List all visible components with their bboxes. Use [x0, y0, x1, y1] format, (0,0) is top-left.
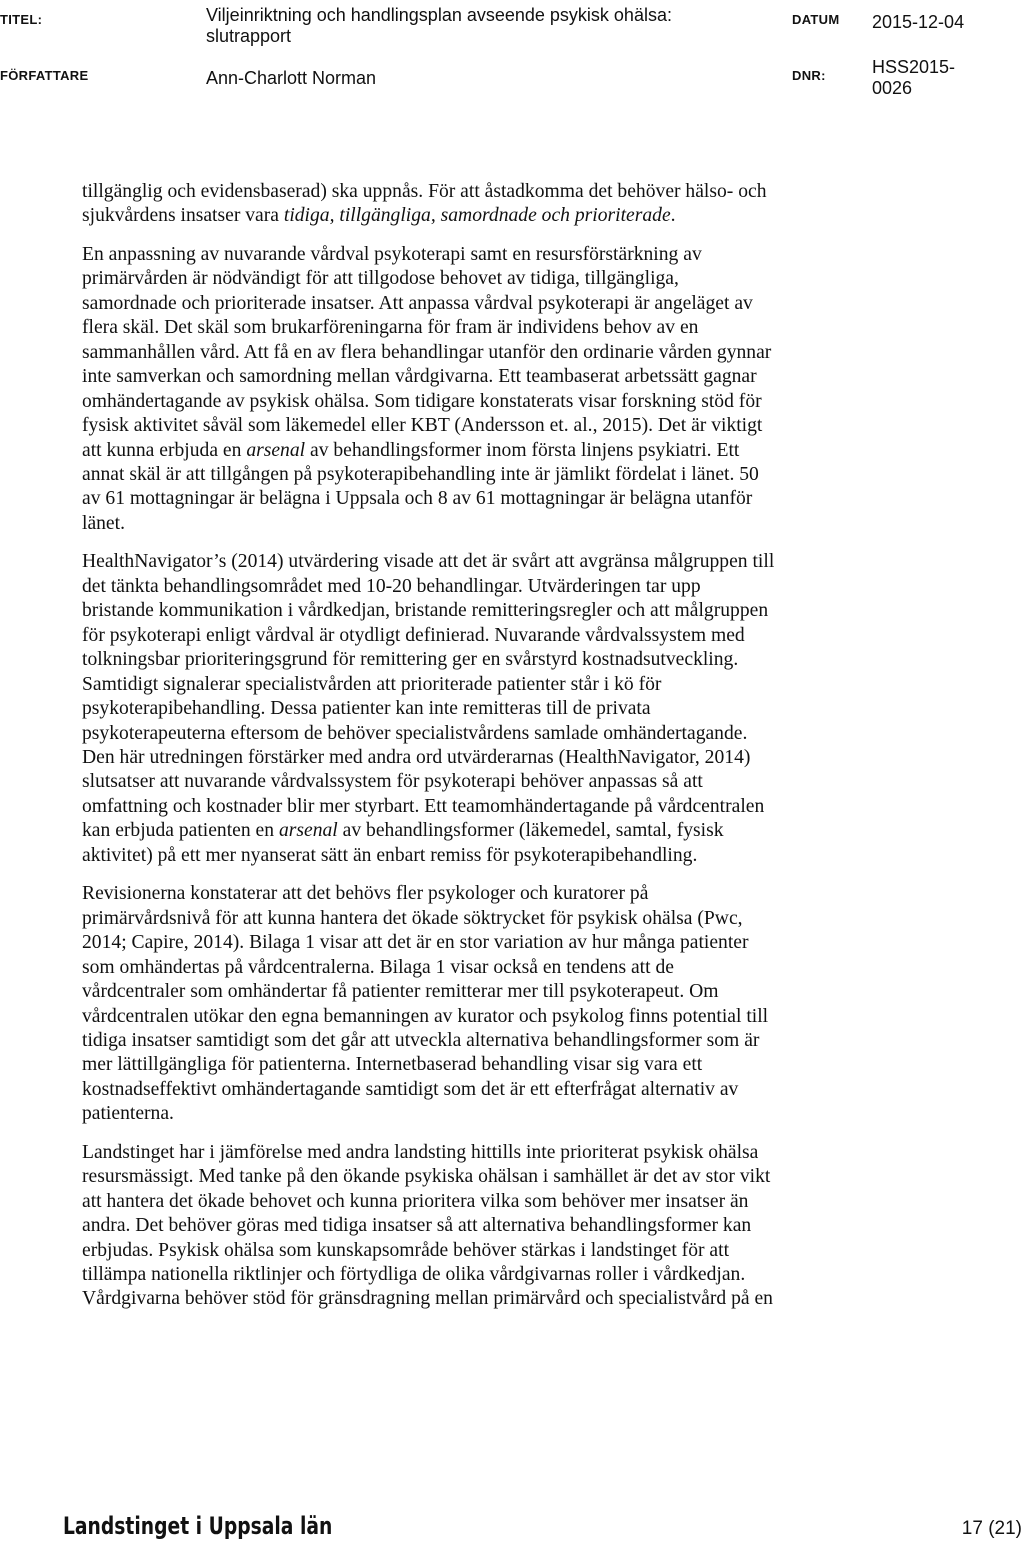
text-line: vårdcentraler som omhändertar få patienter remitterar mer till psykoterapeut. Om	[82, 981, 719, 1003]
date-label: DATUM	[792, 12, 840, 27]
title-value: Viljeinriktning och handlingsplan avseende psykisk ohälsa: slutrapport	[206, 5, 672, 46]
text-line: att kunna erbjuda en arsenal av behandlingsformer inom första linjens psykiatri. Ett	[82, 439, 740, 461]
text-line: primärvårdsnivå för att kunna hantera det ökade söktrycket för psykisk ohälsa (Pwc,	[82, 907, 743, 929]
text-line: sjukvårdens insatser vara tidiga, tillgängliga, samordnade och prioriterade.	[82, 205, 676, 227]
text-line: Vårdgivarna behöver stöd för gränsdragning mellan primärvård och specialistvård på en	[82, 1288, 773, 1310]
text-line: för psykoterapi enligt vårdval är otydligt definierad. Nuvarande vårdvalssystem med	[82, 624, 745, 646]
author-value: Ann-Charlott Norman	[206, 68, 377, 88]
text-line: HealthNavigator’s (2014) utvärdering visade att det är svårt att avgränsa målgruppen till	[82, 551, 775, 573]
text-line: Samtidigt signalerar specialistvården att prioriterade patienter står i kö för	[82, 673, 662, 695]
text-line: bristande kommunikation i vårdkedjan, bristande remitteringsregler och att målgruppen	[82, 600, 769, 622]
text-line: av 61 mottagningar är belägna i Uppsala och 8 av 61 mottagningar är belägna utanför	[82, 488, 753, 510]
text-line: En anpassning av nuvarande vårdval psykoterapi samt en resursförstärkning av	[82, 243, 702, 265]
body-paragraph	[82, 243, 962, 536]
organization-footer: Landstinget i Uppsala län	[63, 1512, 333, 1540]
text-line: flera skäl. Det skäl som brukarföreningarna för fram är individens behov av en	[82, 317, 699, 339]
text-line: tidiga insatser samtidigt som det går att utveckla alternativa behandlingsformer som är	[82, 1029, 760, 1051]
text-line: det tänkta behandlingsområdet med 10-20 behandlingar. Utvärderingen tar upp	[82, 575, 701, 597]
text-line: patienterna.	[82, 1103, 174, 1125]
text-line: tillgänglig och evidensbaserad) ska uppnås. För att åstadkomma det behöver hälso- och	[82, 181, 767, 202]
text-line: 2014; Capire, 2014). Bilaga 1 visar att det är en stor variation av hur många patienter	[82, 932, 749, 954]
text-line: psykoterapeuterna eftersom de behöver specialistvårdens samlade omhändertagande.	[82, 722, 748, 744]
text-line: psykoterapibehandling. Dessa patienter kan inte remitteras till de privata	[82, 698, 651, 720]
text-line: slutsatser att nuvarande vårdvalssystem för psykoterapi behöver anpassas så att	[82, 771, 703, 793]
text-line: tolkningsbar prioriteringsgrund för remittering ger en svårstyrd kostnadsutveckling.	[82, 649, 739, 671]
text-line: erbjudas. Psykisk ohälsa som kunskapsområde behöver stärkas i landstinget för att	[82, 1239, 730, 1261]
text-line: omhändertagande av psykisk ohälsa. Som tidigare konstaterats visar forskning stöd för	[82, 390, 762, 412]
document-body	[82, 180, 962, 1326]
text-line: Revisionerna konstaterar att det behövs fler psykologer och kuratorer på	[82, 883, 649, 905]
text-line: länet.	[82, 512, 125, 534]
text-line: inte samverkan och samordning mellan vårdgivarna. Ett teambaserat arbetssätt gagnar	[82, 366, 757, 388]
text-line: kan erbjuda patienten en arsenal av behandlingsformer (läkemedel, samtal, fysisk	[82, 820, 724, 842]
text-line: annat skäl är att tillgången på psykoterapibehandling inte är jämlikt fördelat i länet. 50	[82, 463, 759, 485]
page-number: 17 (21)	[961, 1518, 1022, 1539]
text-line: att hantera det ökade behovet och kunna prioritera vilka som behöver mer insatser än	[82, 1190, 749, 1212]
text-line: aktivitet) på ett mer nyanserat sätt än enbart remiss för psykoterapibehandling.	[82, 844, 698, 866]
date-value: 2015-12-04	[872, 12, 965, 32]
body-paragraph	[82, 180, 962, 229]
text-line: vårdcentralen utökar den egna bemanningen av kurator och psykolog finns potential till	[82, 1005, 769, 1027]
text-line: kostnadseffektivt omhändertagande samtidigt som det är ett efterfrågat alternativ av	[82, 1078, 739, 1100]
title-label: TITEL:	[0, 12, 43, 27]
text-line: som omhändertas på vårdcentralerna. Bilaga 1 visar också en tendens att de	[82, 956, 674, 978]
text-line: omfattning och kostnader blir mer styrbart. Ett teamomhändertagande på vårdcentralen	[82, 795, 765, 817]
reference-number-label: DNR:	[792, 68, 826, 83]
text-line: andra. Det behöver göras med tidiga insatser så att alternativa behandlingsformer kan	[82, 1215, 752, 1237]
text-line: mer lättillgängliga för patienterna. Internetbaserad behandling visar sig vara ett	[82, 1054, 703, 1076]
text-line: primärvården är nödvändigt för att tillgodose behovet av tidiga, tillgängliga,	[82, 268, 679, 290]
text-line: tillämpa nationella riktlinjer och förtydliga de olika vårdgivarnas roller i vårdkedjan.	[82, 1264, 746, 1286]
body-paragraph	[82, 882, 962, 1127]
text-line: Den här utredningen förstärker med andra ord utvärderarnas (HealthNavigator, 2014)	[82, 746, 751, 768]
text-line: Landstinget har i jämförelse med andra landsting hittills inte prioriterat psykisk ohälsa	[82, 1141, 759, 1163]
text-line: sammanhållen vård. Att få en av flera behandlingar utanför den ordinarie vården gynnar	[82, 341, 772, 363]
author-label: FÖRFATTARE	[0, 68, 89, 83]
body-paragraph	[82, 1141, 962, 1312]
reference-number-value: HSS2015-0026	[872, 57, 956, 98]
text-line: samordnade och prioriterade insatser. Att anpassa vårdval psykoterapi är angeläget av	[82, 292, 753, 314]
text-line: resursmässigt. Med tanke på den ökande psykiska ohälsan i samhället är det av stor vikt	[82, 1166, 771, 1188]
body-paragraph	[82, 550, 962, 868]
text-line: fysisk aktivitet såväl som läkemedel eller KBT (Andersson et. al., 2015). Det är viktigt	[82, 415, 763, 437]
